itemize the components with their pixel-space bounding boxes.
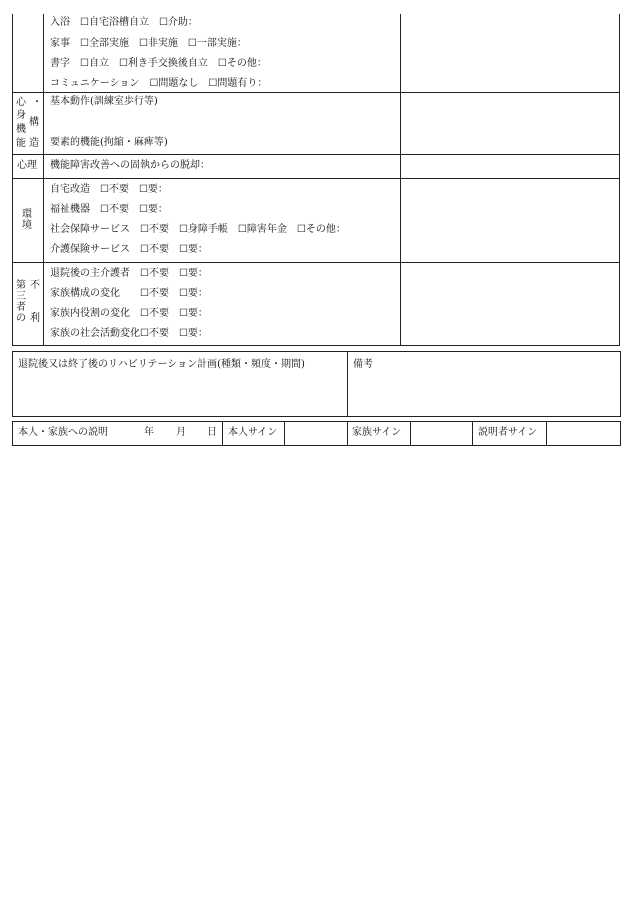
- year-label: 年: [144, 427, 154, 438]
- explanation-label: 本人・家族への説明: [18, 427, 108, 438]
- table-bottom-border: [12, 345, 620, 346]
- elemental-function-row: 要素的機能(拘縮・麻痺等): [50, 137, 168, 148]
- patient-sign-label: 本人サイン: [228, 427, 278, 438]
- family-sign-field[interactable]: [411, 422, 471, 444]
- row-divider-3: [12, 178, 620, 179]
- family-structure-row: 家族構成の変化 ☐不要 ☐要：: [50, 288, 208, 299]
- row-divider-4: [12, 262, 620, 263]
- bathing-row: 入浴 ☐自宅浴槽自立 ☐介助：: [50, 17, 198, 28]
- social-security-row: 社会保障サービス ☐不要 ☐身障手帳 ☐障害年金 ☐その他：: [50, 224, 346, 235]
- care-insurance-row: 介護保険サービス ☐不要 ☐要：: [50, 244, 208, 255]
- table-label-divider: [43, 14, 44, 345]
- psychology-label: 心理: [17, 160, 37, 171]
- home-modification-row: 自宅改造 ☐不要 ☐要：: [50, 184, 168, 195]
- main-caregiver-row: 退院後の主介護者 ☐不要 ☐要：: [50, 268, 208, 279]
- writing-row: 書字 ☐自立 ☐利き手交換後自立 ☐その他：: [50, 58, 267, 69]
- family-social-activity-row: 家族の社会活動変化☐不要 ☐要：: [50, 328, 208, 339]
- communication-row: コミュニケーション ☐問題なし ☐問題有り：: [50, 78, 268, 89]
- family-sign-label: 家族サイン: [352, 427, 402, 438]
- day-label: 日: [207, 427, 217, 438]
- table-right-border: [619, 14, 620, 345]
- family-role-row: 家族内役割の変化 ☐不要 ☐要：: [50, 308, 208, 319]
- rehab-plan-title: 退院後又は終了後のリハビリテーション計画(種類・頻度・期間): [18, 359, 305, 370]
- explainer-sign-field[interactable]: [547, 422, 618, 444]
- sig-divider-3: [347, 421, 348, 445]
- month-label: 月: [176, 427, 186, 438]
- patient-sign-field[interactable]: [285, 422, 346, 444]
- third-party-label-col2: 不 利: [30, 280, 40, 324]
- remarks-label: 備考: [353, 359, 373, 370]
- table-left-border: [12, 14, 13, 345]
- explainer-sign-label: 説明者サイン: [478, 427, 538, 438]
- welfare-equipment-row: 福祉機器 ☐不要 ☐要：: [50, 204, 168, 215]
- table-middle-divider: [400, 14, 401, 345]
- row-divider-2: [12, 154, 620, 155]
- basic-movement-row: 基本動作(訓練室歩行等): [50, 96, 158, 107]
- sig-divider-5: [472, 421, 473, 445]
- third-party-label-col1: 第 三 者 の: [16, 280, 26, 324]
- housework-row: 家事 ☐全部実施 ☐非実施 ☐一部実施：: [50, 38, 247, 49]
- plan-remarks-divider: [347, 351, 348, 416]
- psychology-row: 機能障害改善への固執からの脱却：: [50, 160, 210, 171]
- environment-label: 環 境: [22, 209, 32, 231]
- row-divider-1: [12, 92, 620, 93]
- sig-divider-1: [222, 421, 223, 445]
